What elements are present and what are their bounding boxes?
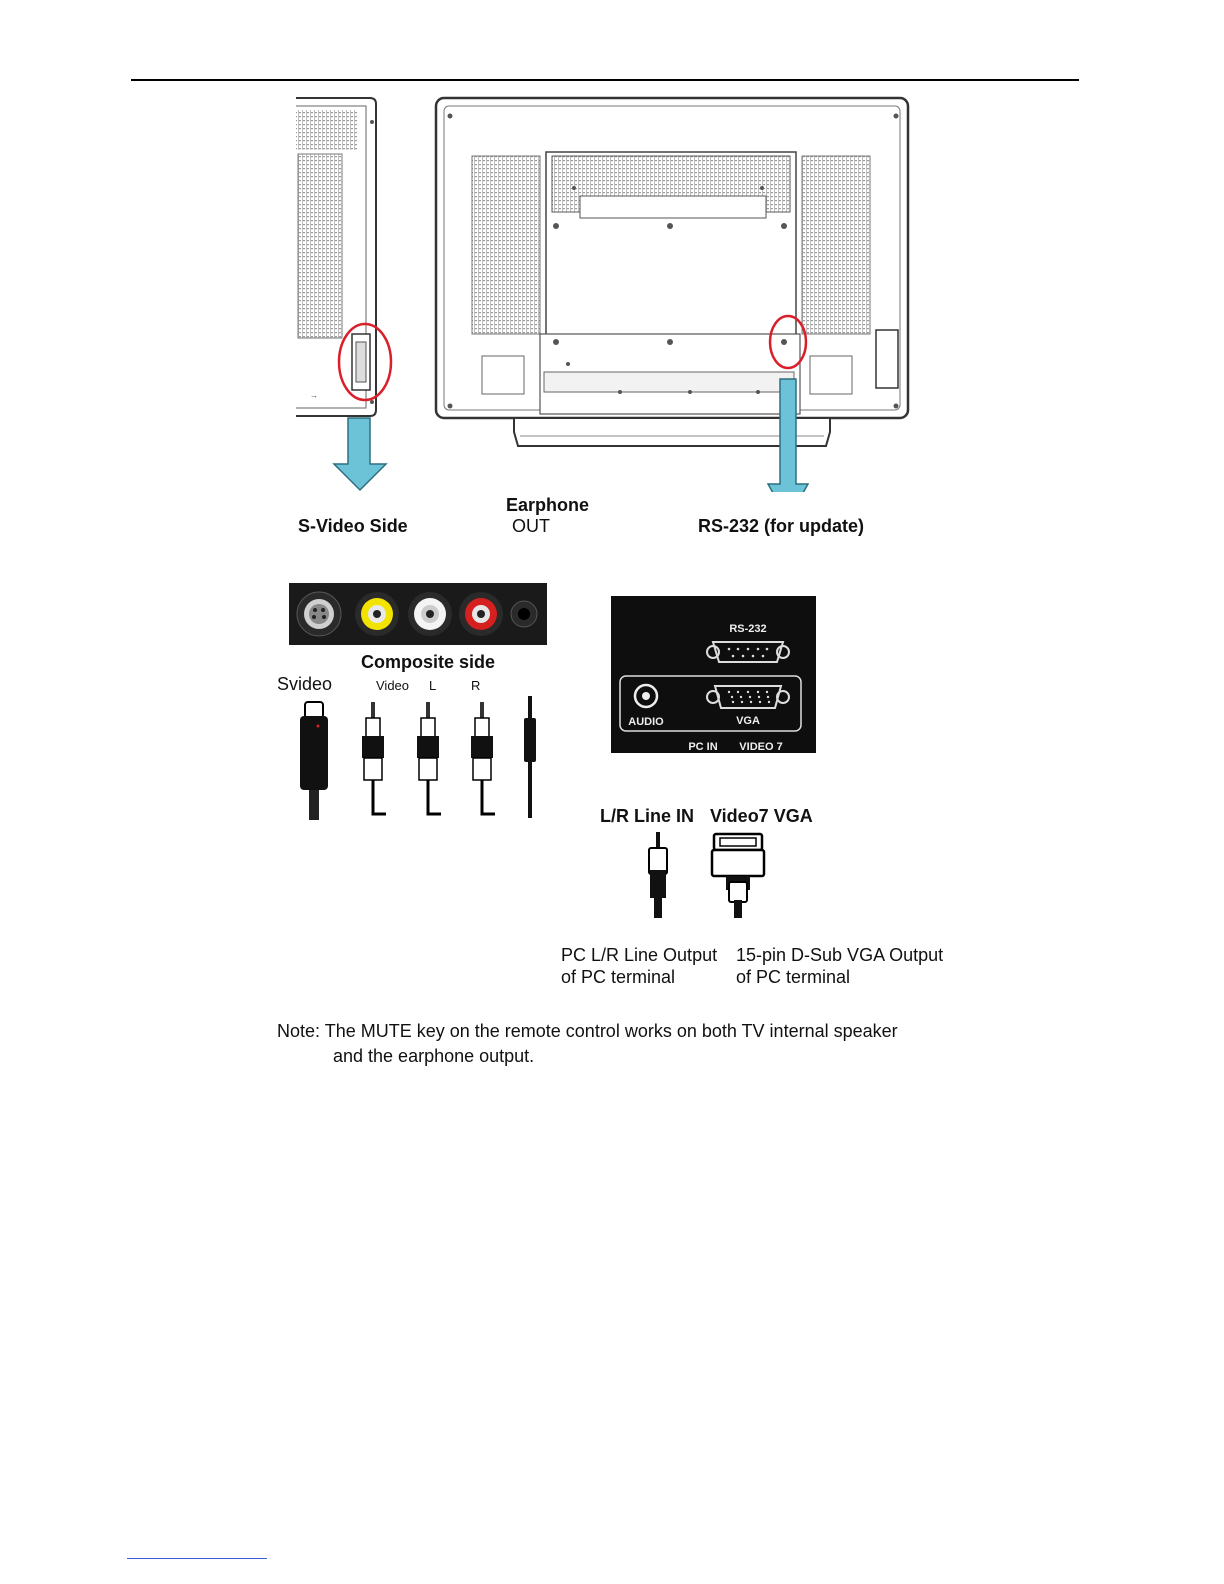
pc-lr-output-line1: PC L/R Line Output	[561, 945, 718, 965]
note-line2: and the earphone output.	[333, 1046, 535, 1066]
lr-line-in-label: L/R Line IN	[600, 806, 694, 826]
earphone-out-label: OUT	[512, 516, 550, 536]
panel-rs232-label: RS-232	[729, 623, 767, 635]
rca-video-plug	[362, 702, 386, 814]
note-line1: Note: The MUTE key on the remote control works on both TV internal speaker	[277, 1021, 898, 1041]
pc-lr-output-caption	[561, 944, 717, 988]
right-label: R	[471, 678, 481, 693]
lr-line-plug	[649, 832, 667, 918]
svideo-jack	[297, 592, 341, 636]
dsub-output-line1: 15-pin D-Sub VGA Output	[736, 945, 944, 965]
earphone-plug	[524, 696, 536, 818]
left-label: L	[429, 678, 437, 693]
pc-in-panel	[611, 596, 816, 753]
pc-cables	[636, 830, 776, 922]
rs232-update-label: RS-232 (for update)	[698, 516, 865, 536]
dsub-output-line2: of PC terminal	[736, 967, 851, 987]
svideo-label: Svideo	[277, 674, 333, 694]
tv-rear-illustration	[290, 92, 930, 492]
header-rule	[131, 79, 1079, 81]
video-label: Video	[376, 678, 410, 693]
panel-vga-label: VGA	[736, 715, 760, 727]
panel-audio-label: AUDIO	[628, 716, 664, 728]
svideo-plug	[300, 702, 328, 820]
panel-pc-in-label: PC IN	[688, 741, 718, 753]
audio-left-jack-white	[408, 592, 452, 636]
svideo-side-arrow	[334, 418, 386, 490]
panel-video7-label: VIDEO 7	[739, 741, 783, 753]
earphone-label: Earphone	[506, 495, 590, 515]
audio-right-jack-red	[459, 592, 503, 636]
svg-text:→: →	[310, 391, 318, 400]
tv-rear-view	[436, 98, 908, 446]
composite-side-label: Composite side	[361, 652, 496, 672]
footnote-rule	[127, 1558, 267, 1559]
composite-cables	[290, 696, 550, 822]
video7-vga-label: Video7 VGA	[710, 806, 813, 826]
vga-plug	[712, 834, 764, 918]
dsub-output-caption	[736, 944, 943, 988]
rca-right-plug	[471, 702, 495, 814]
pc-lr-output-line2: of PC terminal	[561, 967, 676, 987]
svideo-side-label: S-Video Side	[298, 516, 408, 536]
rca-left-plug	[417, 702, 441, 814]
earphone-jack	[511, 601, 537, 627]
video-jack-yellow	[355, 592, 399, 636]
tv-side-view	[296, 98, 376, 416]
composite-jack-strip	[289, 583, 547, 645]
